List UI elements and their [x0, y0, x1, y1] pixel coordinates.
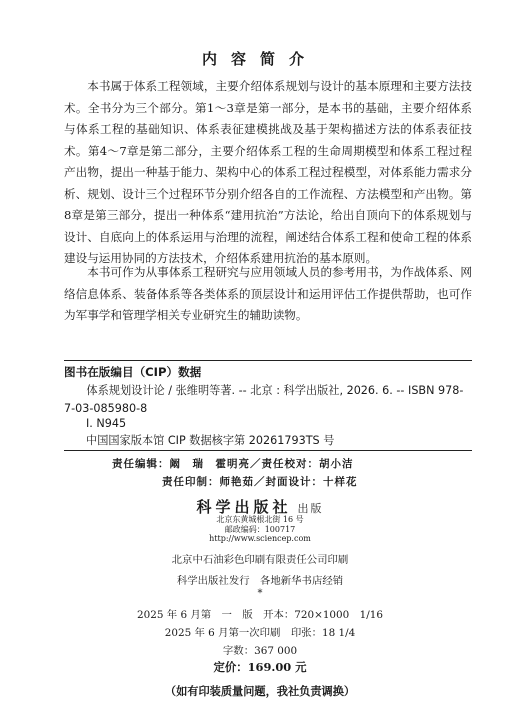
cip-top-rule — [64, 360, 472, 361]
production-credits: 责任印制：师艳茹／封面设计：十样花 — [162, 476, 358, 488]
publisher-postcode: 邮政编码：100717 — [224, 525, 296, 534]
page-title: 内容简介 — [201, 50, 318, 68]
publisher-address: 北京东黄城根北街 16 号 — [216, 515, 304, 524]
intro-paragraph-1: 本书属于体系工程领域，主要介绍体系规划与设计的基本原理和主要方法技术。全书分为三个部分。第1～3章是第一部分，是本书的基础，主要介绍体系与体系工程的基础知识、体系表征建模挑战及基于架构描述方法的体系表征技术。第4～7章是第二部分，主要介绍体系工程的生命周期模型和体系工程过程产出物，提出一种基于能力、架构中心的体系工程过程模型，对体系能力需求分析、规划、设计三个过程环节分别介绍各自的工作流程、方法模型和产出物。第8章是第三部分，提出一种体系“建用抗治”方法论，给出自顶向下的体系规划与设计、自底向上的体系运用与治理的流程，阐述结合体系工程和使命工程的体系建设与运用协同的方法技术，介绍体系建用抗治的基本原则。 — [64, 79, 472, 265]
separator-star: * — [257, 588, 263, 599]
publisher-website: http://www.sciencep.com — [209, 534, 311, 543]
distribution-line: 科学出版社发行 各地新华书店经销 — [176, 575, 344, 587]
publisher-suffix: 出版 — [297, 502, 324, 515]
printer-line: 北京中石油彩色印刷有限责任公司印刷 — [171, 554, 349, 566]
cip-bottom-rule — [64, 450, 472, 451]
cip-classification: Ⅰ. N945 — [86, 417, 127, 430]
cip-heading: 图书在版编目（CIP）数据 — [64, 365, 202, 379]
price-line: 定价：169.00 元 — [213, 660, 307, 674]
cip-number: 中国国家版本馆 CIP 数据核字第 20261793TS 号 — [86, 434, 335, 447]
intro-paragraph-2: 本书可作为从事体系工程研究与应用领域人员的参考用书，为作战体系、网络信息体系、装备体系等各类体系的顶层设计和运用评估工作提供帮助，也可作为军事学和管理学相关专业研究生的辅助读物。 — [64, 265, 472, 322]
impression-line: 2025 年 6 月第一次印刷 印张：18 1/4 — [164, 627, 356, 639]
cip-catalog-line: 体系规划设计论 / 张维明等著. -- 北京 : 科学出版社, 2026. 6. -- ISBN 978-7-03-085980-8 — [64, 384, 464, 415]
quality-note: （如有印装质量问题，我社负责调换） — [164, 684, 356, 698]
editor-credits: 责任编辑：阚 瑞 霍明亮／责任校对：胡小洁 — [112, 458, 354, 470]
wordcount-line: 字数：367 000 — [222, 645, 298, 657]
publisher-name: 科学出版社 — [196, 498, 292, 516]
edition-line: 2025 年 6 月第 一 版 开本：720×1000 1/16 — [137, 609, 383, 621]
